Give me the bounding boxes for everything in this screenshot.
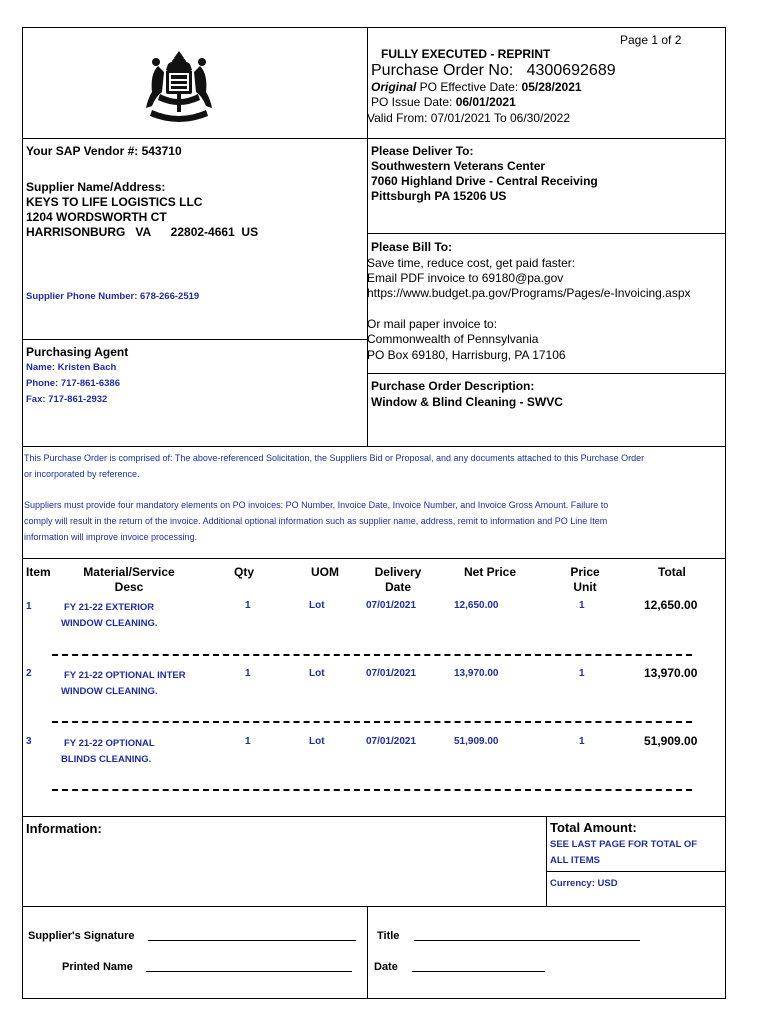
col-total-header: Total	[658, 565, 686, 579]
row-description-2: BLINDS CLEANING.	[61, 754, 152, 765]
col-net-price-header: Net Price	[464, 565, 517, 579]
row-price-unit: 1	[579, 736, 585, 747]
row-price-unit: 1	[579, 600, 585, 611]
po-status: FULLY EXECUTED - REPRINT	[381, 47, 551, 61]
page-number: Page 1 of 2	[620, 33, 682, 47]
printed-name-label: Printed Name	[62, 961, 133, 973]
bill-line-3: https://www.budget.pa.gov/Programs/Pages/e-Invoicing.aspx	[367, 286, 691, 300]
row-separator	[52, 721, 692, 723]
notice-1	[24, 450, 724, 482]
supplier-street: 1204 WORDSWORTH CT	[26, 210, 167, 224]
col-uom-header: UOM	[311, 565, 339, 579]
currency: Currency: USD	[550, 878, 618, 889]
effective-date: 05/28/2021	[521, 80, 582, 94]
notice-1a: This Purchase Order is comprised of: The above-referenced Solicitation, the Suppliers Bid or Proposal, and any documents attached to this Purchase Order	[24, 453, 645, 463]
row-total: 12,650.00	[644, 598, 698, 612]
agent-phone: Phone: 717-861-6386	[26, 378, 120, 389]
effective-label: PO Effective Date:	[416, 80, 522, 94]
total-note-2: ALL ITEMS	[550, 855, 600, 866]
row-description	[61, 736, 155, 768]
po-number: 4300692689	[526, 62, 616, 79]
row-description	[61, 600, 158, 632]
agent-fax: Fax: 717-861-2932	[26, 394, 108, 405]
info-divider	[22, 816, 726, 817]
row-qty: 1	[245, 736, 251, 747]
bill-line-4: Or mail paper invoice to:	[367, 317, 498, 331]
title-line	[414, 940, 640, 941]
bill-line-6: PO Box 69180, Harrisburg, PA 17106	[367, 348, 566, 362]
supplier-signature-label: Supplier's Signature	[28, 930, 135, 942]
frame-right	[725, 27, 726, 999]
signature-divider	[22, 906, 726, 907]
row-total: 13,970.00	[644, 666, 698, 680]
issue-date-line	[371, 95, 516, 110]
col-material-header	[74, 565, 184, 595]
currency-divider	[546, 871, 726, 872]
issue-date: 06/01/2021	[455, 95, 516, 109]
row-separator	[52, 654, 692, 656]
row-uom: Lot	[309, 736, 325, 747]
supplier-name: KEYS TO LIFE LOGISTICS LLC	[26, 195, 203, 209]
agent-divider	[22, 339, 368, 340]
row-date: 07/01/2021	[366, 600, 417, 611]
row-date: 07/01/2021	[366, 668, 417, 679]
deliver-heading: Please Deliver To:	[371, 144, 474, 158]
bill-line-2: Email PDF invoice to 69180@pa.gov	[367, 271, 564, 285]
deliver-city: Pittsburgh PA 15206 US	[371, 189, 507, 203]
row-description-2: WINDOW CLEANING.	[61, 618, 158, 629]
supplier-signature-line	[148, 940, 356, 941]
row-net-price: 51,909.00	[454, 736, 499, 747]
row-uom: Lot	[309, 668, 325, 679]
issue-label: PO Issue Date:	[371, 95, 456, 109]
date-line	[412, 971, 545, 972]
description-text: Window & Blind Cleaning - SWVC	[371, 395, 563, 409]
commonwealth-seal-logo	[138, 48, 220, 130]
row-item: 1	[26, 601, 32, 612]
col-price-unit-header-1: Price	[570, 565, 600, 579]
row-description	[61, 668, 186, 700]
row-description-1: FY 21-22 EXTERIOR	[64, 602, 155, 613]
row-item: 2	[26, 668, 32, 679]
notice-2b: comply will result in the return of the invoice. Additional optional information such as supplier name, address, remit to information and PO Line Item	[24, 516, 608, 526]
total-note	[550, 837, 697, 869]
po-number-line	[371, 61, 616, 80]
supplier-heading: Supplier Name/Address:	[26, 180, 166, 194]
information-label: Information:	[26, 821, 102, 836]
col-price-unit-header	[565, 565, 605, 595]
row-item: 3	[26, 736, 32, 747]
effective-date-line	[371, 80, 582, 95]
bill-line-1: Save time, reduce cost, get paid faster:	[367, 256, 576, 270]
frame-top	[22, 27, 726, 28]
bill-divider	[367, 233, 726, 234]
col-delivery-header-1: Delivery	[374, 565, 422, 579]
bill-line-5: Commonwealth of Pennsylvania	[367, 332, 539, 346]
row-total: 51,909.00	[644, 734, 698, 748]
po-number-label: Purchase Order No:	[371, 62, 514, 79]
valid-range: Valid From: 07/01/2021 To 06/30/2022	[367, 111, 571, 125]
row-price-unit: 1	[579, 668, 585, 679]
col-material-header-1: Material/Service	[83, 565, 175, 579]
frame-left	[22, 27, 23, 999]
notice-2a: Suppliers must provide four mandatory elements on PO invoices: PO Number, Invoice Date, Invoice Number, and Invoice Gross Amount. Failure to	[24, 500, 609, 510]
col-delivery-header-2: Date	[384, 580, 411, 594]
header-divider	[22, 138, 726, 139]
col-qty-header: Qty	[234, 565, 255, 579]
deliver-name: Southwestern Veterans Center	[371, 159, 546, 173]
col-material-header-2: Desc	[114, 580, 144, 594]
row-description-2: WINDOW CLEANING.	[61, 686, 158, 697]
table-top-divider	[22, 558, 726, 559]
col-delivery-header	[368, 565, 428, 595]
row-net-price: 13,970.00	[454, 668, 499, 679]
row-description-1: FY 21-22 OPTIONAL INTER	[64, 670, 186, 681]
description-divider	[367, 373, 726, 374]
row-uom: Lot	[309, 600, 325, 611]
printed-name-line	[146, 971, 352, 972]
row-net-price: 12,650.00	[454, 600, 499, 611]
notice-2c: information will improve invoice processing.	[24, 532, 198, 542]
col-item-header: Item	[26, 565, 51, 579]
total-note-1: SEE LAST PAGE FOR TOTAL OF	[550, 839, 698, 850]
notice-divider	[22, 446, 726, 447]
notice-2	[24, 497, 724, 545]
date-label: Date	[374, 961, 398, 973]
signature-center-divider	[367, 906, 368, 998]
row-description-1: FY 21-22 OPTIONAL	[64, 738, 155, 749]
frame-bottom	[22, 998, 726, 999]
supplier-city: HARRISONBURG VA 22802-4661 US	[26, 225, 259, 239]
total-amount-label: Total Amount:	[550, 820, 637, 835]
bill-heading: Please Bill To:	[371, 240, 453, 254]
description-heading: Purchase Order Description:	[371, 379, 535, 393]
sap-vendor-number: Your SAP Vendor #: 543710	[26, 144, 182, 158]
row-separator	[52, 789, 692, 791]
supplier-phone: Supplier Phone Number: 678-266-2519	[26, 291, 200, 302]
row-qty: 1	[245, 668, 251, 679]
effective-prefix: Original	[371, 80, 417, 94]
title-label: Title	[377, 930, 400, 942]
total-divider	[546, 816, 547, 906]
notice-1b: or incorporated by reference.	[24, 469, 140, 479]
col-price-unit-header-2: Unit	[573, 580, 597, 594]
deliver-street: 7060 Highland Drive - Central Receiving	[371, 174, 598, 188]
agent-name: Name: Kristen Bach	[26, 362, 117, 373]
agent-heading: Purchasing Agent	[26, 345, 129, 359]
center-divider	[367, 27, 368, 447]
row-qty: 1	[245, 600, 251, 611]
row-date: 07/01/2021	[366, 736, 417, 747]
